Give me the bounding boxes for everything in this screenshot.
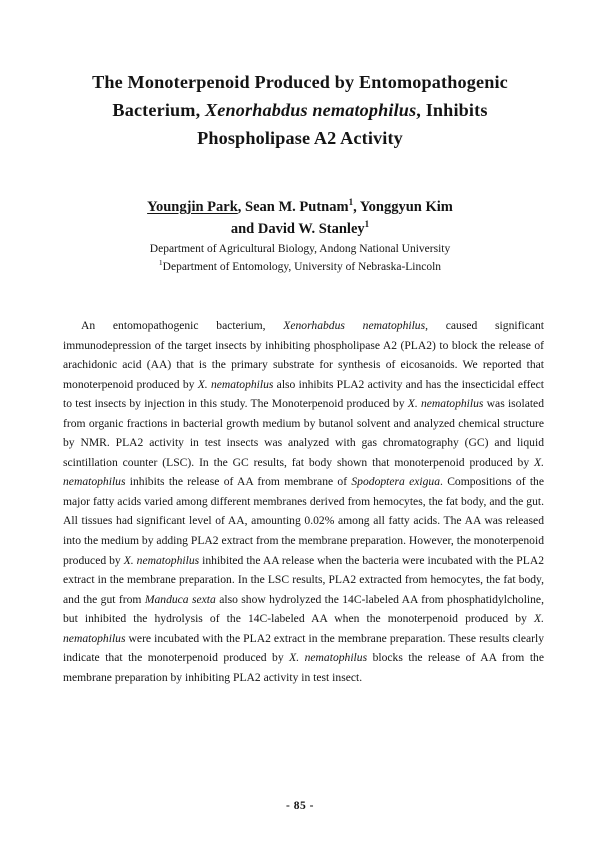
species-name: Manduca sexta xyxy=(144,592,216,606)
affiliation-line: Department of Agricultural Biology, Andong National University xyxy=(149,243,451,255)
species-name: X. nematophilus xyxy=(123,553,200,567)
affiliation-line xyxy=(60,258,540,276)
abstract-text: were incubated with the PLA2 extract in the membrane preparation. These results clearly indicate that the monoterpenoid produced by xyxy=(63,631,544,665)
title-text: The Monoterpenoid Produced by Entomopathogenic Bacterium, xyxy=(92,72,508,120)
abstract-text: blocks the release of AA from the membrane preparation by inhibiting PLA2 activity in test insect. xyxy=(63,651,544,684)
species-name: X. nematophilus xyxy=(197,377,274,391)
paper-title xyxy=(60,68,540,152)
abstract-text: also show hydrolyzed the 14C-labeled AA from phosphatidylcholine, but inhibited the hydrolysis of the 14C-labeled AA when the monoterpenoid produced by xyxy=(63,592,544,626)
abstract-text: was isolated from organic fractions in bacterial growth medium by butanol solvent and analyzed chemical structure by NMR. PLA2 activity in test insects was analyzed with gas chromatography (GC) and liquid scintillation counter (LSC). In the GC results, fat body shown that monoterpenoid produced by xyxy=(63,397,545,469)
affiliation-mark: 1 xyxy=(364,219,370,229)
species-name: X. nematophilus xyxy=(63,612,544,645)
affiliation-mark: 1 xyxy=(348,197,354,207)
species-name: X. nematophilus xyxy=(407,397,484,411)
title-text-end: , Inhibits Phospholipase A2 Activity xyxy=(197,100,488,148)
affiliation-mark: 1 xyxy=(158,258,163,267)
page-number: - 85 - xyxy=(286,800,314,812)
author-list: Youngjin Park, Sean M. Putnam$^1$, Yonggyun Kim and David W. Stanley$^1$ xyxy=(147,197,453,237)
author: Sean M. Putnam xyxy=(245,199,349,215)
abstract-text: inhibits the release of AA from membrane of xyxy=(125,475,352,489)
abstract-text: inhibited the AA release when the bacteria were incubated with the PLA2 extract in the membrane preparation. In the LSC results, PLA2 extracted from hemocytes, the fat body, and the gut from xyxy=(63,553,545,606)
abstract-text: . Compositions of the major fatty acids varied among different membranes derived from hemocytes, the fat body, and the gut. All tissues had significant level of AA, amounting 0.02% among all fatty acids. The AA was released into the medium by adding PLA2 extract from the membrane preparation. However, the monoterpenoid produced by xyxy=(63,475,544,567)
title-species: Xenorhabdus nematophilus xyxy=(204,100,417,120)
species-name: X. nematophilus xyxy=(289,651,368,665)
abstract-text: An entomopathogenic bacterium, xyxy=(81,319,284,332)
species-name: Xenorhabdus nematophilus xyxy=(283,319,426,332)
abstract-paragraph xyxy=(63,316,544,687)
affiliations xyxy=(60,240,540,276)
author-conjunction: and xyxy=(230,221,255,237)
abstract-text: , caused significant immunodepression of the target insects by inhibiting phospholipase A2 (PLA2) to block the release of arachidonic acid (AA) that is the primary substrate for synthesis of eicosanoids. We reported that monoterpenoid produced by xyxy=(63,319,544,391)
abstract xyxy=(63,316,544,687)
author: David W. Stanley xyxy=(257,221,365,237)
author: Yonggyun Kim xyxy=(359,199,453,215)
abstract-text: also inhibits PLA2 activity and has the insecticidal effect to test insects by injection in this study. The Monoterpenoid produced by xyxy=(63,377,544,411)
species-name: X. nematophilus xyxy=(63,455,544,489)
species-name: Spodoptera exigua xyxy=(351,475,441,489)
affiliation-text: Department of Entomology, University of Nebraska-Lincoln xyxy=(162,261,442,273)
author-presenting: Youngjin Park xyxy=(147,199,238,215)
